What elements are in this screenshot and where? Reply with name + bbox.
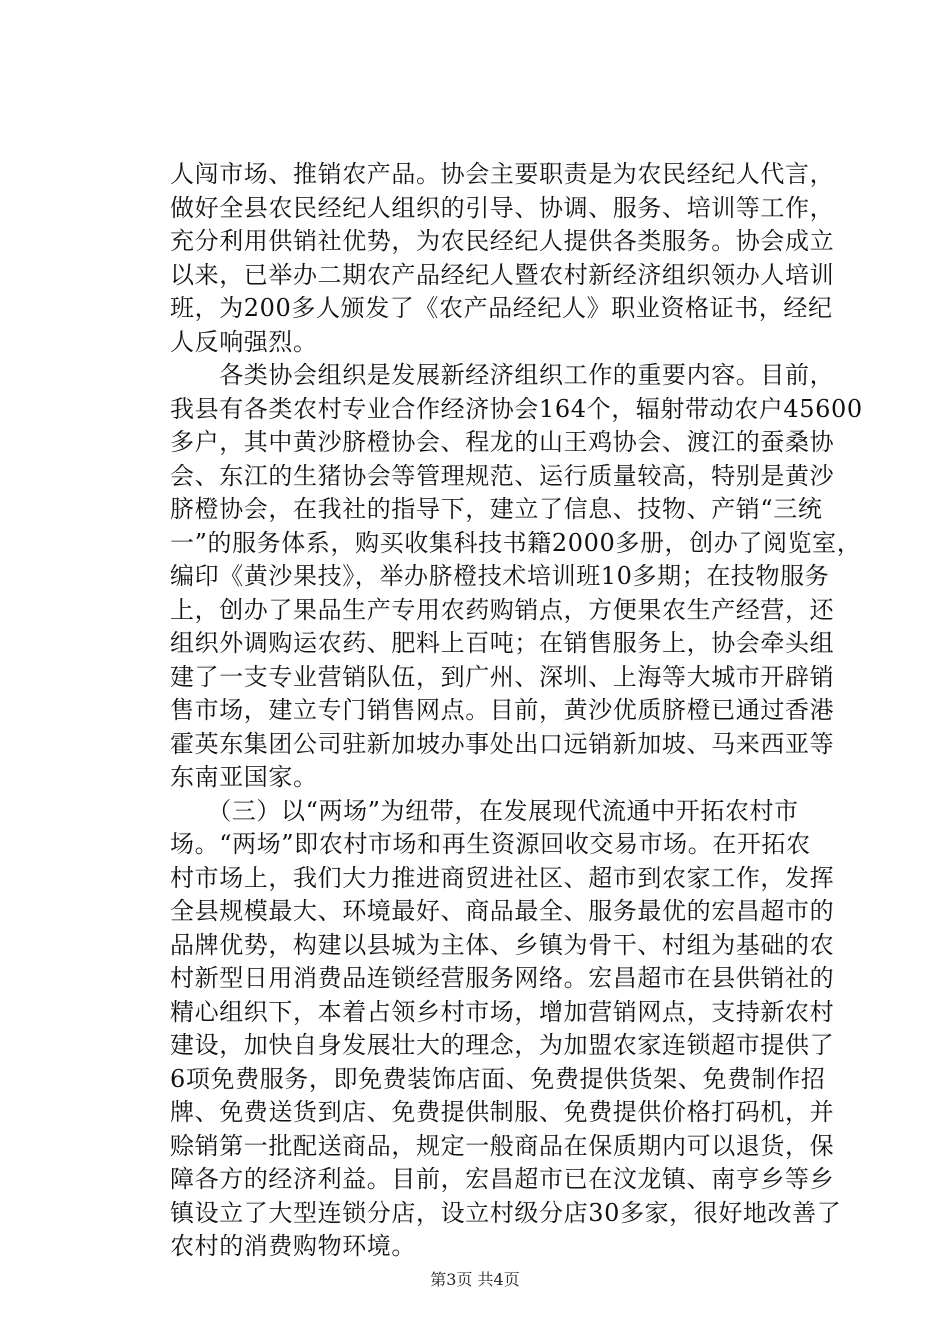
- text-line: 村市场上，我们大力推进商贸进社区、超市到农家工作，发挥: [170, 863, 835, 892]
- text-line: 组织外调购运农药、肥料上百吨；在销售服务上，协会牵头组: [170, 629, 835, 657]
- text-line: 霍英东集团公司驻新加坡办事处出口远销新加坡、马来西亚等: [170, 729, 835, 758]
- text-line: 充分利用供销社优势，为农民经纪人提供各类服务。协会成立: [170, 227, 835, 255]
- text-line: 东南亚国家。: [170, 763, 318, 791]
- text-line: 赊销第一批配送商品，规定一般商品在保质期内可以退货，保: [170, 1131, 835, 1160]
- text-line: 售市场，建立专门销售网点。目前，黄沙优质脐橙已通过香港: [170, 696, 835, 724]
- text-line: 上，创办了果品生产专用农药购销点，方便果农生产经营，还: [170, 595, 835, 624]
- page-footer: [0, 1268, 950, 1292]
- text-line: 我县有各类农村专业合作经济协会164个，辐射带动农户45600: [170, 394, 863, 423]
- text-line: 6项免费服务，即免费装饰店面、免费提供货架、免费制作招: [170, 1064, 826, 1093]
- text-line: 脐橙协会，在我社的指导下，建立了信息、技物、产销“三统: [170, 495, 823, 523]
- text-line: 编印《黄沙果技》，举办脐橙技术培训班10多期；在技物服务: [170, 562, 830, 590]
- text-line: 场。“两场”即农村市场和再生资源回收交易市场。在开拓农: [170, 830, 811, 858]
- text-line: （三）以“两场”为纽带，在发展现代流通中开拓农村市: [170, 796, 799, 825]
- text-line: 全县规模最大、环境最好、商品最全、服务最优的宏昌超市的: [170, 897, 835, 925]
- text-line: 以来，已举办二期农产品经纪人暨农村新经济组织领办人培训: [170, 260, 835, 289]
- text-line: 各类协会组织是发展新经济组织工作的重要内容。目前，: [170, 361, 835, 389]
- text-line: 农村的消费购物环境。: [170, 1232, 416, 1260]
- text-line: 人反响强烈。: [170, 327, 318, 356]
- text-line: 会、东江的生猪协会等管理规范、运行质量较高，特别是黄沙: [170, 461, 835, 490]
- text-line: 建了一支专业营销队伍，到广州、深圳、上海等大城市开辟销: [170, 662, 835, 691]
- document-body: [170, 158, 863, 1264]
- text-line: 人闯市场、推销农产品。协会主要职责是为农民经纪人代言，: [170, 160, 835, 188]
- text-line: 建设，加快自身发展壮大的理念，为加盟农家连锁超市提供了: [170, 1031, 835, 1059]
- text-line: 多户，其中黄沙脐橙协会、程龙的山王鸡协会、渡江的蚕桑协: [170, 428, 835, 456]
- text-line: 班，为200多人颁发了《农产品经纪人》职业资格证书，经纪: [170, 294, 833, 322]
- text-line: 做好全县农民经纪人组织的引导、协调、服务、培训等工作，: [170, 193, 835, 222]
- text-line: 一”的服务体系，购买收集科技书籍2000多册，创办了阅览室，: [170, 528, 862, 557]
- text-line: 村新型日用消费品连锁经营服务网络。宏昌超市在县供销社的: [170, 964, 835, 992]
- text-line: 牌、免费送货到店、免费提供制服、免费提供价格打码机，并: [170, 1098, 835, 1126]
- text-line: 品牌优势，构建以县城为主体、乡镇为骨干、村组为基础的农: [170, 930, 835, 959]
- text-line: 镇设立了大型连锁分店，设立村级分店30多家，很好地改善了: [170, 1198, 842, 1227]
- page-number-label: 第3页 共4页: [430, 1270, 520, 1289]
- text-line: 障各方的经济利益。目前，宏昌超市已在汶龙镇、南亨乡等乡: [170, 1165, 835, 1193]
- text-line: 精心组织下，本着占领乡村市场，增加营销网点，支持新农村: [170, 997, 835, 1026]
